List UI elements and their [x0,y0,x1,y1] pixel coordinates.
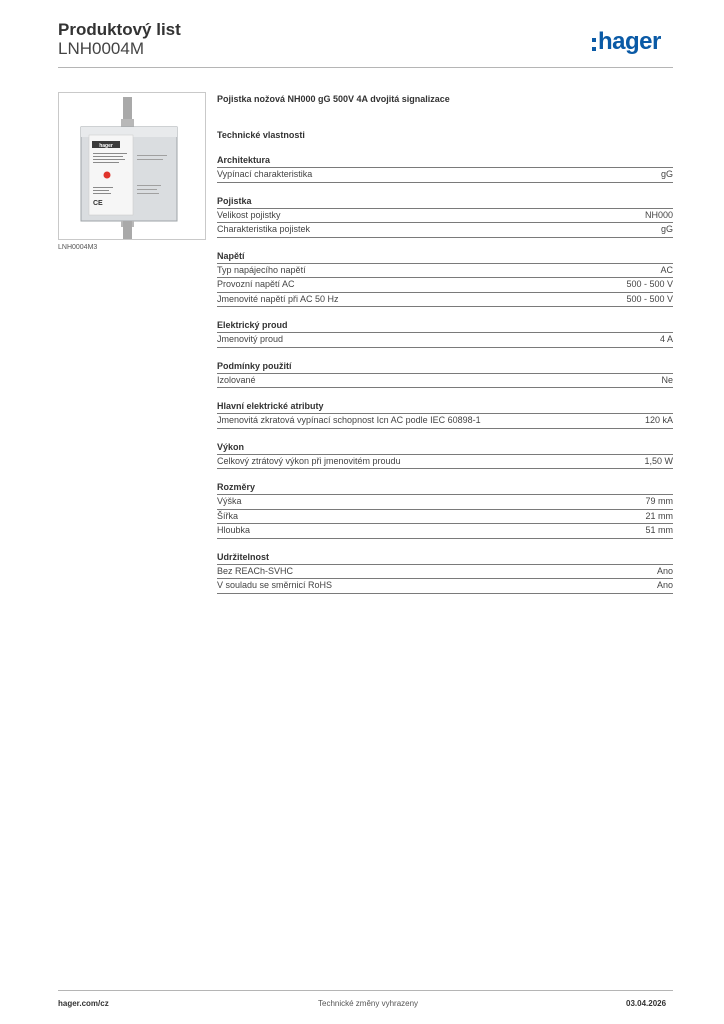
spec-section [217,400,673,429]
spec-row [217,414,673,429]
spec-value: gG [660,224,673,234]
spec-row [217,264,673,279]
spec-row [217,565,673,580]
spec-value: Ano [656,565,673,576]
brand-logo [592,27,661,57]
spec-row [217,455,673,470]
spec-row [217,293,673,308]
spec-row [217,168,673,183]
spec-value: Ano [656,580,673,590]
section-title: Elektrický proud [217,319,673,333]
spec-section [217,551,673,594]
spec-section [217,481,673,539]
spec-label: Typ napájecího napětí [217,264,306,275]
spec-section [217,360,673,389]
spec-row [217,524,673,539]
spec-value: 500 - 500 V [626,293,673,304]
ce-mark: CE [93,200,103,207]
spec-value: 1,50 W [644,455,673,466]
footer-date: 03.04.2026 [626,999,667,1008]
spec-value: 500 - 500 V [626,279,673,289]
fuse-label-logo: hager [99,143,113,149]
spec-section [217,154,673,183]
spec-section [217,441,673,470]
spec-label: Šířka [217,510,239,521]
spec-row [217,223,673,238]
spec-value: 79 mm [645,496,673,506]
section-title: Architektura [217,154,673,168]
spec-value: AC [660,264,673,275]
spec-value: 4 A [659,334,673,344]
spec-label: Vypínací charakteristika [217,169,313,179]
spec-section [217,319,673,348]
header-divider [58,67,673,68]
section-title: Rozměry [217,481,673,495]
spec-label: Bez REACh-SVHC [217,565,294,576]
footer-divider [58,990,673,991]
spec-row [217,374,673,389]
spec-value: 51 mm [645,525,673,535]
footer-website: hager.com/cz [58,999,109,1008]
image-caption: LNH0004M3 [58,244,98,251]
spec-value: 21 mm [645,510,673,521]
spec-row [217,209,673,224]
spec-value: Ne [661,374,673,385]
page-title: Produktový list [58,20,181,39]
spec-label: Jmenovitá zkratová vypínací schopnost Icn AC podle IEC 60898-1 [217,415,481,425]
logo-text: hager [598,28,661,55]
section-title: Hlavní elektrické atributy [217,400,673,414]
section-title: Podmínky použití [217,360,673,374]
section-title: Napětí [217,250,673,264]
section-title: Udržitelnost [217,551,673,565]
spec-section [217,195,673,238]
product-image [58,92,206,240]
spec-label: Izolované [217,374,256,385]
spec-label: Charakteristika pojistek [217,224,311,234]
spec-content [217,92,673,594]
spec-label: Hloubka [217,525,251,535]
footer-notice: Technické změny vyhrazeny [318,999,419,1008]
fuse-illustration-icon [59,93,205,239]
spec-label: Celkový ztrátový výkon při jmenovitém proudu [217,455,401,466]
spec-row [217,333,673,348]
spec-label: Jmenovité napětí při AC 50 Hz [217,293,339,304]
logo-dots-icon [592,38,596,51]
spec-label: Velikost pojistky [217,209,281,220]
spec-row [217,579,673,594]
spec-label: Provozní napětí AC [217,279,295,289]
spec-row [217,510,673,525]
spec-section [217,250,673,308]
spec-row [217,278,673,293]
product-title: Pojistka nožová NH000 gG 500V 4A dvojitá signalizace [217,94,450,104]
section-title: Pojistka [217,195,673,209]
spec-value: NH000 [644,209,673,220]
spec-label: V souladu se směrnicí RoHS [217,580,333,590]
spec-value: gG [660,169,673,179]
spec-label: Výška [217,496,242,506]
spec-label: Jmenovitý proud [217,334,284,344]
spec-value: 120 kA [644,415,673,425]
spec-sections [217,154,673,594]
technical-heading: Technické vlastnosti [217,130,305,140]
section-title: Výkon [217,441,673,455]
product-code: LNH0004M [58,39,144,58]
spec-row [217,495,673,510]
